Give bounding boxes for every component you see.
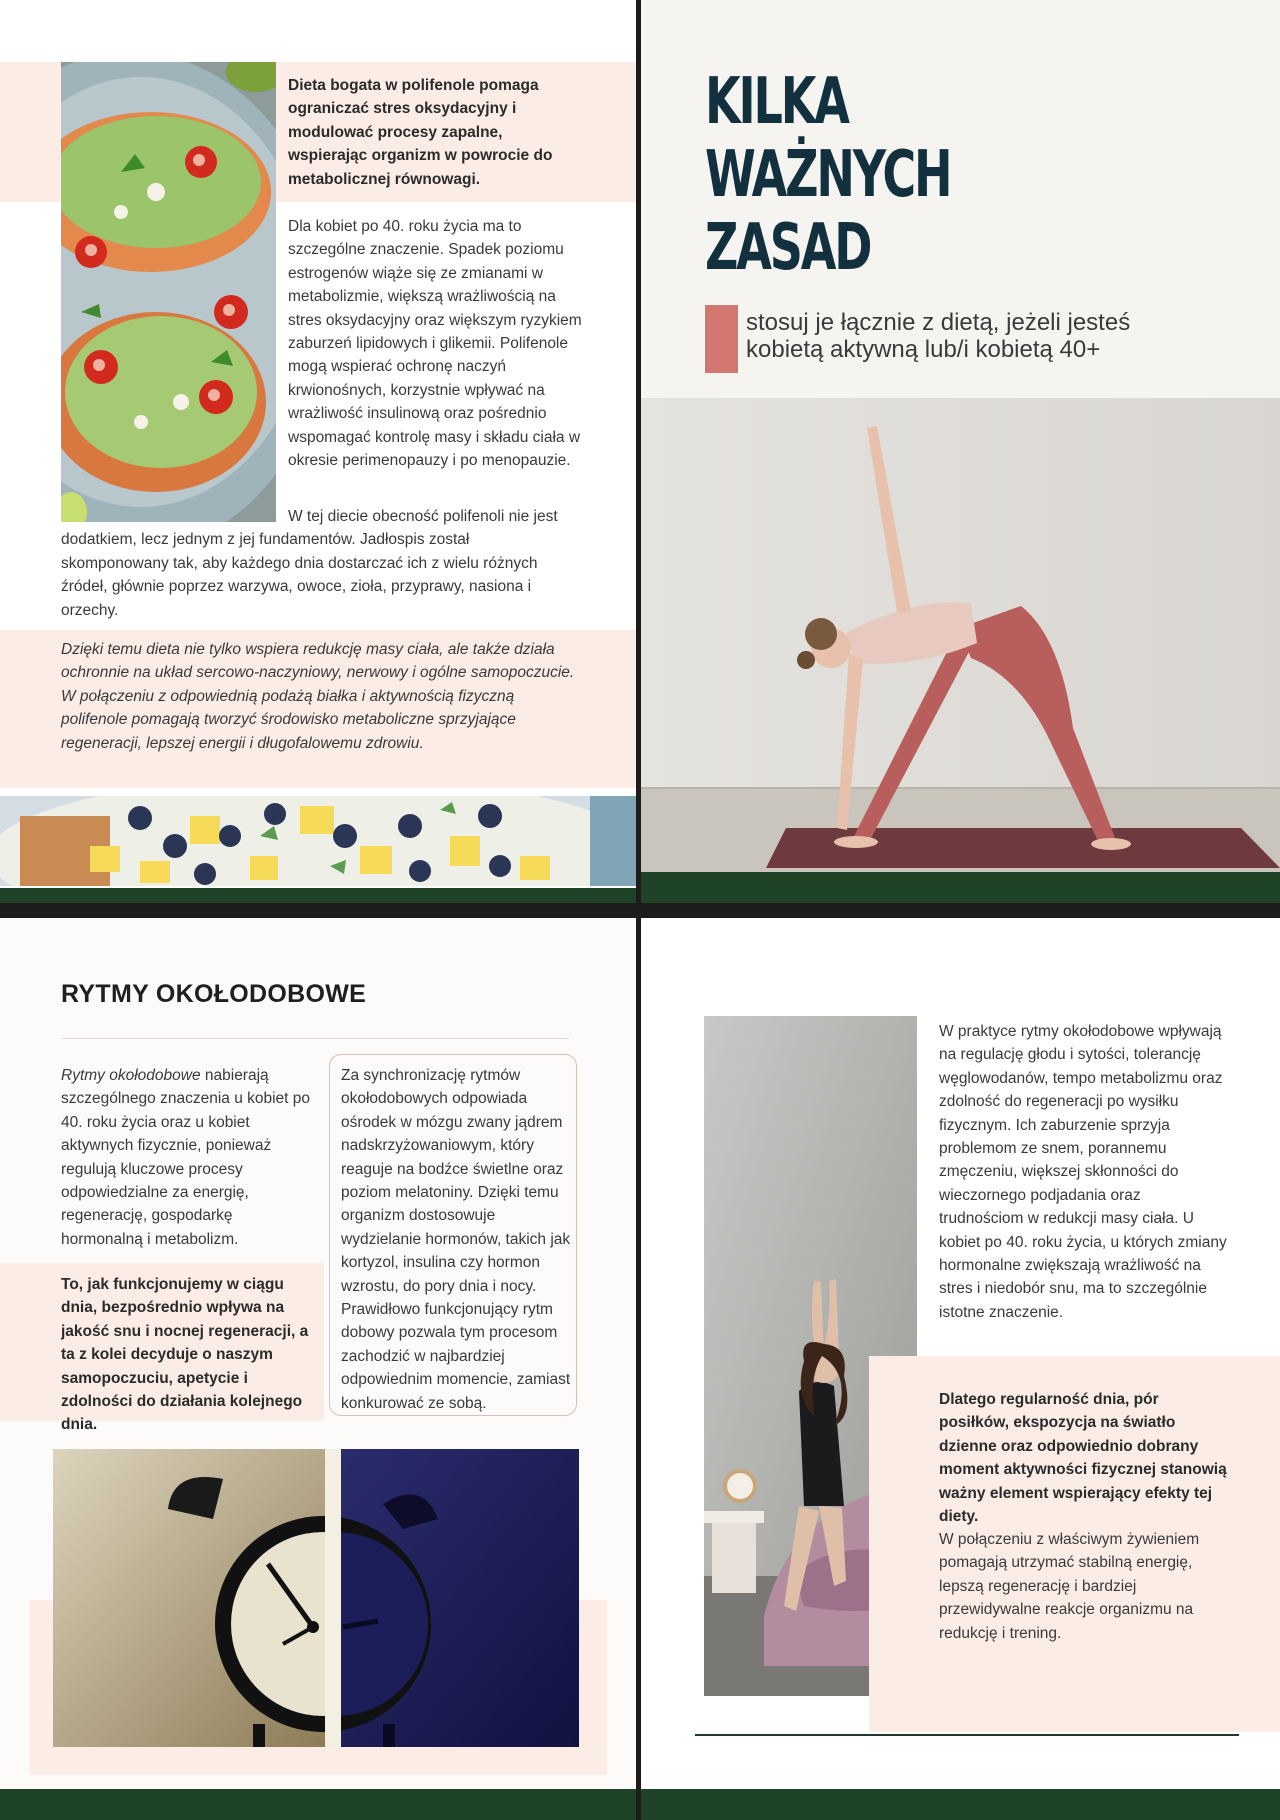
title-line-2: WAŻNYCH xyxy=(705,138,951,212)
bottom-divider xyxy=(695,1734,1239,1736)
footer-bar xyxy=(0,888,636,903)
subtitle-line-2: kobietą aktywną lub/i kobietą 40+ xyxy=(746,336,1101,363)
fruit-illustration xyxy=(0,796,636,886)
bold-block-text: To, jak funkcjonujemy w ciągu dnia, bezpośrednio wpływa na jakość snu i nocnej regeneracji, a ta z kolei decyduje o naszym samopoczuciu, apetycie i zdolności do działania kolejnego dnia. xyxy=(61,1276,309,1434)
info-box-text: Za synchronizację rytmów okołodobowych odpowiada ośrodek w mózgu zwany jądrem nadskrzyżowaniowym, który reaguje na bodźce świetlne oraz poziom melatoniny. Dzięki temu organizm dostosowuje wydzielanie hormonów, takich jak kortyzol, insulina czy hormon wzrostu, do pory dnia i nocy. Prawidłowo funkcjonujący rytm dobowy pozwala tym procesom zachodzić w najbardziej odpowiednim momencie, zamiast konkurować ze sobą. xyxy=(341,1067,571,1412)
title-line-3: ZASAD xyxy=(705,211,871,285)
intro-rest: nabierają szczególnego znaczenia u kobiet po 40. roku życia oraz u kobiet aktywnych fizycznie, ponieważ regulują kluczowe procesy odpowiedzialne za energię, regenerację, gospodarkę hormonalną i metabolizm. xyxy=(61,1067,311,1248)
body-text: Dla kobiet po 40. roku życia ma to szczególne znaczenie. Spadek poziomu estrogenów wiąże się ze zmianami w metabolizmie, większą wrażliwością na stres oksydacyjny oraz większym ryzykiem zaburzeń lipidowych i glikemii. Polifenole mogą wspierać ochronę naczyń krwionośnych, korzystnie wpływać na wrażliwość insulinową oraz pośrednio wspomagać kontrolę masy i składu ciała w okresie perimenopauzy i po menopauzie. xyxy=(288,218,582,470)
quote-text: Dzięki temu dieta nie tylko wspiera redukcję masy ciała, ale także działa ochronnie na układ sercowo-naczyniowy, nerwowy i ogólne samopoczucie. W połączeniu z odpowiednią podażą białka i aktywnością fizyczną polifenole pomagają tworzyć środowisko metaboliczne sprzyjające regeneracji, lepszej energii i długofalowemu zdrowiu. xyxy=(61,641,575,752)
heading-divider xyxy=(61,1038,569,1039)
subtitle-accent-bar xyxy=(705,305,738,373)
footer-bar xyxy=(641,1789,1280,1820)
salad-illustration xyxy=(61,62,276,522)
closing-text: W połączeniu z właściwym żywieniem pomagają utrzymać stabilną energię, lepszą regenerację i bardziej przewidywalne reakcje organizmu na redukcję i trening. xyxy=(939,1531,1200,1642)
page-circadian-rhythms xyxy=(0,918,636,1820)
subtitle-line-1: stosuj je łącznie z dietą, jeżeli jesteś xyxy=(746,309,1131,336)
body-text: W praktyce rytmy okołodobowe wpływają na regulację głodu i sytości, tolerancję węglowodanów, tempo metabolizmu oraz zdolność do regeneracji po wysiłku fizycznym. Ich zaburzenie sprzyja problemom ze snem, porannemu zmęczeniu, większej skłonności do wieczornego podjadania oraz trudnościom w redukcji masy ciała. U kobiet po 40. roku życia, u których zmiany hormonalne zwiększają wrażliwość na stres i niedobór snu, ma to szczególnie istotne znaczenie. xyxy=(939,1023,1227,1321)
page-rules xyxy=(641,0,1280,903)
yoga-illustration xyxy=(641,398,1280,872)
page-polyphenols xyxy=(0,0,636,903)
subtitle xyxy=(746,309,1130,363)
footer-bar xyxy=(641,872,1280,903)
page-title xyxy=(705,66,950,285)
highlight-text: Dieta bogata w polifenole pomaga ograniczać stres oksydacyjny i modulować procesy zapalne, wspierając organizm w powrocie do metabolicznej równowagi. xyxy=(288,77,553,188)
info-box xyxy=(329,1054,577,1416)
section-heading: RYTMY OKOŁODOBOWE xyxy=(61,980,367,1008)
bold-block-text: Dlatego regularność dnia, pór posiłków, ekspozycja na światło dzienne oraz odpowiednio dobrany moment aktywności fizycznej stanowią ważny element wspierający efekty tej diety. xyxy=(939,1391,1227,1526)
intro-text xyxy=(61,1064,313,1251)
page-circadian-practice xyxy=(641,918,1280,1820)
body-text-continued: W tej diecie obecność polifenoli nie jest dodatkiem, lecz jednym z jej fundamentów. Jadłospis został skomponowany tak, aby każdego dnia dostarczać ich z wielu różnych źródeł, głównie poprzez warzywa, owoce, zioła, przyprawy, nasiona i orzechy. xyxy=(61,508,558,619)
salad-image xyxy=(61,62,276,522)
clock-illustration xyxy=(53,1449,579,1747)
clock-image xyxy=(53,1449,579,1747)
footer-bar xyxy=(0,1789,636,1820)
yoga-photo xyxy=(641,398,1280,872)
fruit-image xyxy=(0,796,636,886)
intro-emphasis: Rytmy okołodobowe xyxy=(61,1067,201,1084)
title-line-1: KILKA xyxy=(705,65,848,139)
